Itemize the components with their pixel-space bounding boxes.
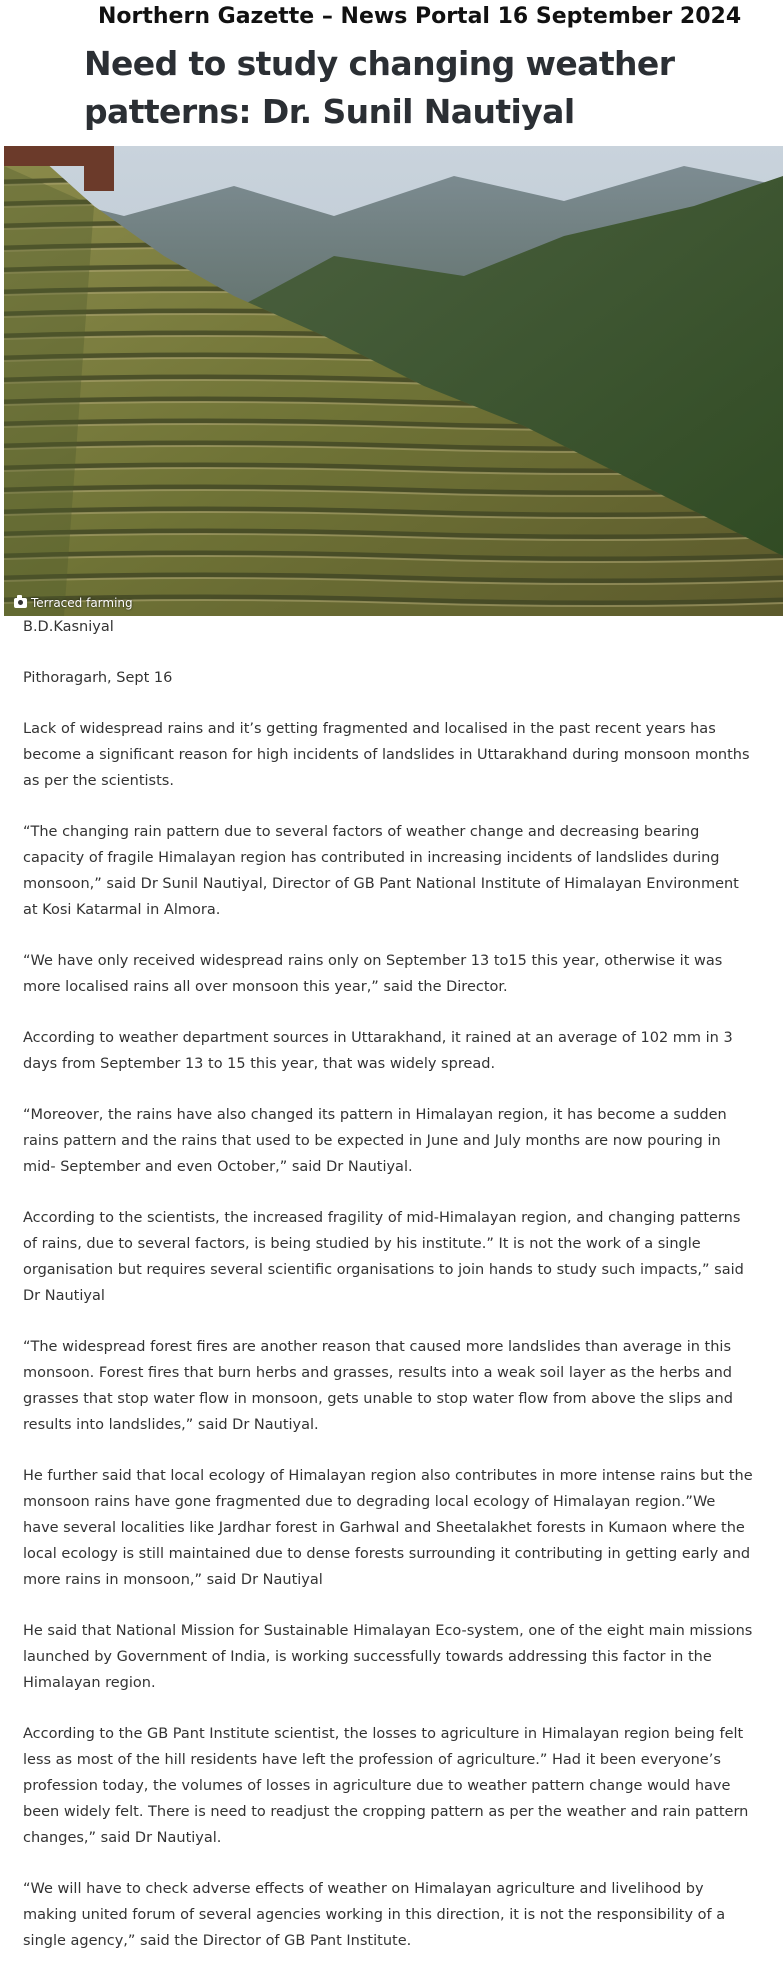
headline: Need to study changing weather patterns: Dr. Sunil Nautiyal — [84, 44, 675, 131]
article-paragraph: “The widespread forest fires are another reason that caused more landslides than average in this monsoon. Forest fires that burn herbs and grasses, results into a weak soil layer as the herbs and grasses that stop water flow in monsoon, gets unable to stop water flow from above the slips and results into landslides,” said Dr Nautiyal. — [23, 1339, 733, 1433]
dateline: Pithoragarh, Sept 16 — [23, 670, 173, 686]
masthead: Northern Gazette – News Portal 16 September 2024 — [98, 4, 742, 29]
article-paragraph: “We will have to check adverse effects of weather on Himalayan agriculture and livelihood by making united forum of several agencies working in this direction, it is not the responsibility of a single agency,” said the Director of GB Pant Institute. — [23, 1881, 726, 1949]
article-paragraph: According to weather department sources in Uttarakhand, it rained at an average of 102 mm in 3 days from September 13 to 15 this year, that was widely spread. — [23, 1030, 733, 1072]
terraced-landscape-image — [4, 146, 783, 616]
camera-icon — [14, 598, 27, 608]
article-paragraph: According to the GB Pant Institute scientist, the losses to agriculture in Himalayan region being felt less as most of the hill residents have left the profession of agriculture.” Had it been everyone’s profession today, the volumes of losses in agriculture due to weather pattern change would have been widely felt. There is need to readjust the cropping pattern as per the weather and rain pattern changes,” said Dr Nautiyal. — [23, 1726, 749, 1846]
photo-caption — [14, 596, 133, 610]
article-paragraph: He further said that local ecology of Himalayan region also contributes in more intense rains but the monsoon rains have gone fragmented due to degrading local ecology of Himalayan region.”We have several localities like Jardhar forest in Garhwal and Sheetalakhet forests in Kumaon where the local ecology is still maintained due to dense forests surrounding it contributing in getting early and more rains in monsoon,” said Dr Nautiyal — [23, 1468, 753, 1588]
article-photo — [4, 146, 783, 616]
author-byline: B.D.Kasniyal — [23, 619, 114, 635]
article-body — [23, 614, 753, 1979]
article-paragraph: “The changing rain pattern due to several factors of weather change and decreasing bearing capacity of fragile Himalayan region has contributed in increasing incidents of landslides during monsoon,” said Dr Sunil Nautiyal, Director of GB Pant National Institute of Himalayan Environment at Kosi Katarmal in Almora. — [23, 824, 739, 918]
article-paragraph: Lack of widespread rains and it’s getting fragmented and localised in the past recent years has become a significant reason for high incidents of landslides in Uttarakhand during monsoon months as per the scientists. — [23, 721, 750, 789]
article-paragraph: “We have only received widespread rains only on September 13 to15 this year, otherwise it was more localised rains all over monsoon this year,” said the Director. — [23, 953, 723, 995]
article-paragraph: “Moreover, the rains have also changed its pattern in Himalayan region, it has become a sudden rains pattern and the rains that used to be expected in June and July months are now pouring in mid- September and even October,” said Dr Nautiyal. — [23, 1107, 727, 1175]
article-paragraph: According to the scientists, the increased fragility of mid-Himalayan region, and changing patterns of rains, due to several factors, is being studied by his institute.” It is not the work of a single organisation but requires several scientific organisations to join hands to study such impacts,” said Dr Nautiyal — [23, 1210, 744, 1304]
photo-caption-text: Terraced farming — [31, 596, 133, 610]
article-paragraph: He said that National Mission for Sustainable Himalayan Eco-system, one of the eight main missions launched by Government of India, is working successfully towards addressing this factor in the Himalayan region. — [23, 1623, 753, 1691]
